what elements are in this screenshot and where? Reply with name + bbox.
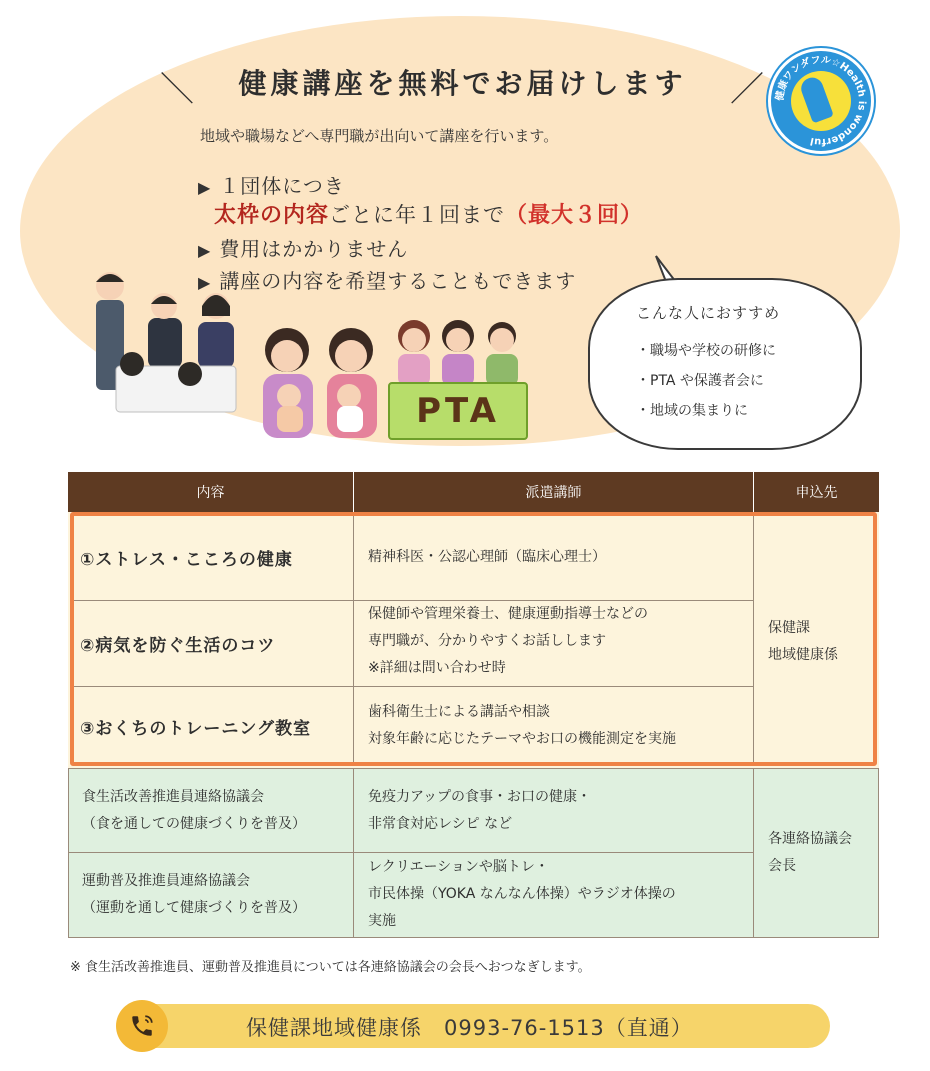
contact-line: 会長 bbox=[768, 858, 796, 874]
instructor-line: 精神科医・公認心理師（臨床心理士） bbox=[368, 548, 606, 565]
point-2 bbox=[198, 233, 408, 262]
topic-line: （運動を通して健康づくりを普及） bbox=[82, 900, 306, 916]
page-title: 健康講座を無料でお届けします bbox=[238, 67, 687, 100]
column-header-content: 内容 bbox=[196, 485, 225, 501]
table-row-topic bbox=[82, 784, 350, 838]
table-row-topic bbox=[80, 514, 350, 600]
row-divider bbox=[68, 852, 753, 853]
logo-text: 健康ワンダフル☆Health is wonderful bbox=[774, 54, 868, 148]
recommend-title: こんな人におすすめ bbox=[636, 304, 781, 322]
point-1 bbox=[198, 170, 345, 199]
recommend-item: ・職場や学校の研修に bbox=[636, 343, 776, 359]
instructor-line: 実施 bbox=[368, 913, 396, 929]
table-row-instructor bbox=[368, 601, 748, 687]
column-divider bbox=[753, 768, 754, 938]
contact-phone-text[interactable]: 保健課地域健康係 0993-76-1513（直通） bbox=[246, 1016, 693, 1040]
triangle-bullet-icon: ▶ bbox=[198, 273, 212, 292]
intro-text: 地域や職場などへ専門職が出向いて講座を行います。 bbox=[200, 127, 559, 145]
recommend-item: ・PTA や保護者会に bbox=[636, 373, 764, 389]
topic-line: 運動普及推進員連絡協議会 bbox=[82, 873, 250, 889]
point-1-emphasis: 太枠の内容 bbox=[214, 203, 330, 228]
table-row-topic bbox=[80, 686, 350, 766]
pta-sign: PTA bbox=[388, 382, 528, 440]
point-1-detail bbox=[214, 198, 643, 229]
parents-babies-illustration bbox=[255, 322, 385, 440]
office-people-illustration bbox=[86, 262, 256, 432]
column-divider bbox=[353, 516, 354, 764]
health-wonderful-logo bbox=[768, 48, 874, 154]
row-divider bbox=[74, 600, 753, 601]
footnote: ※ 食生活改善推進員、運動普及推進員については各連絡協議会の会長へおつなぎします。 bbox=[70, 960, 591, 975]
topic-line: 食生活改善推進員連絡協議会 bbox=[82, 789, 264, 805]
column-divider bbox=[353, 768, 354, 938]
contact-line: 各連絡協議会 bbox=[768, 831, 852, 847]
instructor-line: ※詳細は問い合わせ時 bbox=[368, 660, 506, 676]
row-divider bbox=[74, 686, 753, 687]
instructor-line: 対象年齢に応じたテーマやお口の機能測定を実施 bbox=[368, 731, 676, 747]
logo-ring-text bbox=[771, 51, 871, 151]
other-contact bbox=[768, 826, 873, 880]
table-row-instructor bbox=[368, 784, 748, 838]
topic-stress: ①ストレス・こころの健康 bbox=[80, 549, 293, 570]
point-1-text: １団体につき bbox=[219, 174, 345, 198]
table-row-topic bbox=[80, 600, 350, 686]
triangle-bullet-icon: ▶ bbox=[198, 178, 212, 197]
topic-oral: ③おくちのトレーニング教室 bbox=[80, 718, 312, 739]
column-divider bbox=[753, 516, 754, 764]
contact-line: 保健課 bbox=[768, 620, 810, 636]
table-row-instructor bbox=[368, 514, 748, 600]
instructor-line: 免疫力アップの食事・お口の健康・ bbox=[368, 789, 592, 805]
instructor-line: 非常食対応レシピ など bbox=[368, 816, 513, 832]
topic-line: （食を通しての健康づくりを普及） bbox=[82, 816, 306, 832]
column-header-contact: 申込先 bbox=[795, 485, 838, 501]
phone-icon[interactable] bbox=[116, 1000, 168, 1052]
instructor-line: レクリエーションや脳トレ・ bbox=[368, 859, 549, 875]
table-row-topic bbox=[82, 868, 350, 922]
headline-slash-left: ＼ bbox=[160, 70, 194, 110]
instructor-line: 歯科衛生士による講話や相談 bbox=[368, 704, 550, 720]
topic-lifestyle: ②病気を防ぐ生活のコツ bbox=[80, 635, 276, 656]
recommend-item: ・地域の集まりに bbox=[636, 403, 748, 419]
contact-line: 地域健康係 bbox=[768, 647, 838, 663]
instructor-line: 専門職が、分かりやすくお話しします bbox=[368, 633, 606, 649]
table-row-instructor bbox=[368, 699, 748, 759]
point-1-mid: ごとに年１回まで bbox=[329, 203, 506, 227]
pta-members-illustration bbox=[392, 316, 528, 386]
svg-text:健康ワンダフル☆Health is wonderful bbox=[773, 54, 867, 147]
instructor-line: 市民体操（YOKA なんなん体操）やラジオ体操の bbox=[368, 886, 676, 902]
triangle-bullet-icon: ▶ bbox=[198, 241, 212, 260]
point-1-max: （最大３回） bbox=[505, 203, 644, 228]
instructor-line: 保健師や管理栄養士、健康運動指導士などの bbox=[368, 606, 648, 622]
table-row-instructor bbox=[368, 854, 748, 935]
column-header-instructor: 派遣講師 bbox=[525, 485, 582, 501]
phone-glyph-icon bbox=[129, 1013, 155, 1039]
point-2-text: 費用はかかりません bbox=[219, 237, 409, 261]
highlighted-contact bbox=[768, 615, 873, 669]
point-3-text: 講座の内容を希望することもできます bbox=[219, 269, 577, 293]
headline-slash-right: ／ bbox=[730, 70, 764, 110]
